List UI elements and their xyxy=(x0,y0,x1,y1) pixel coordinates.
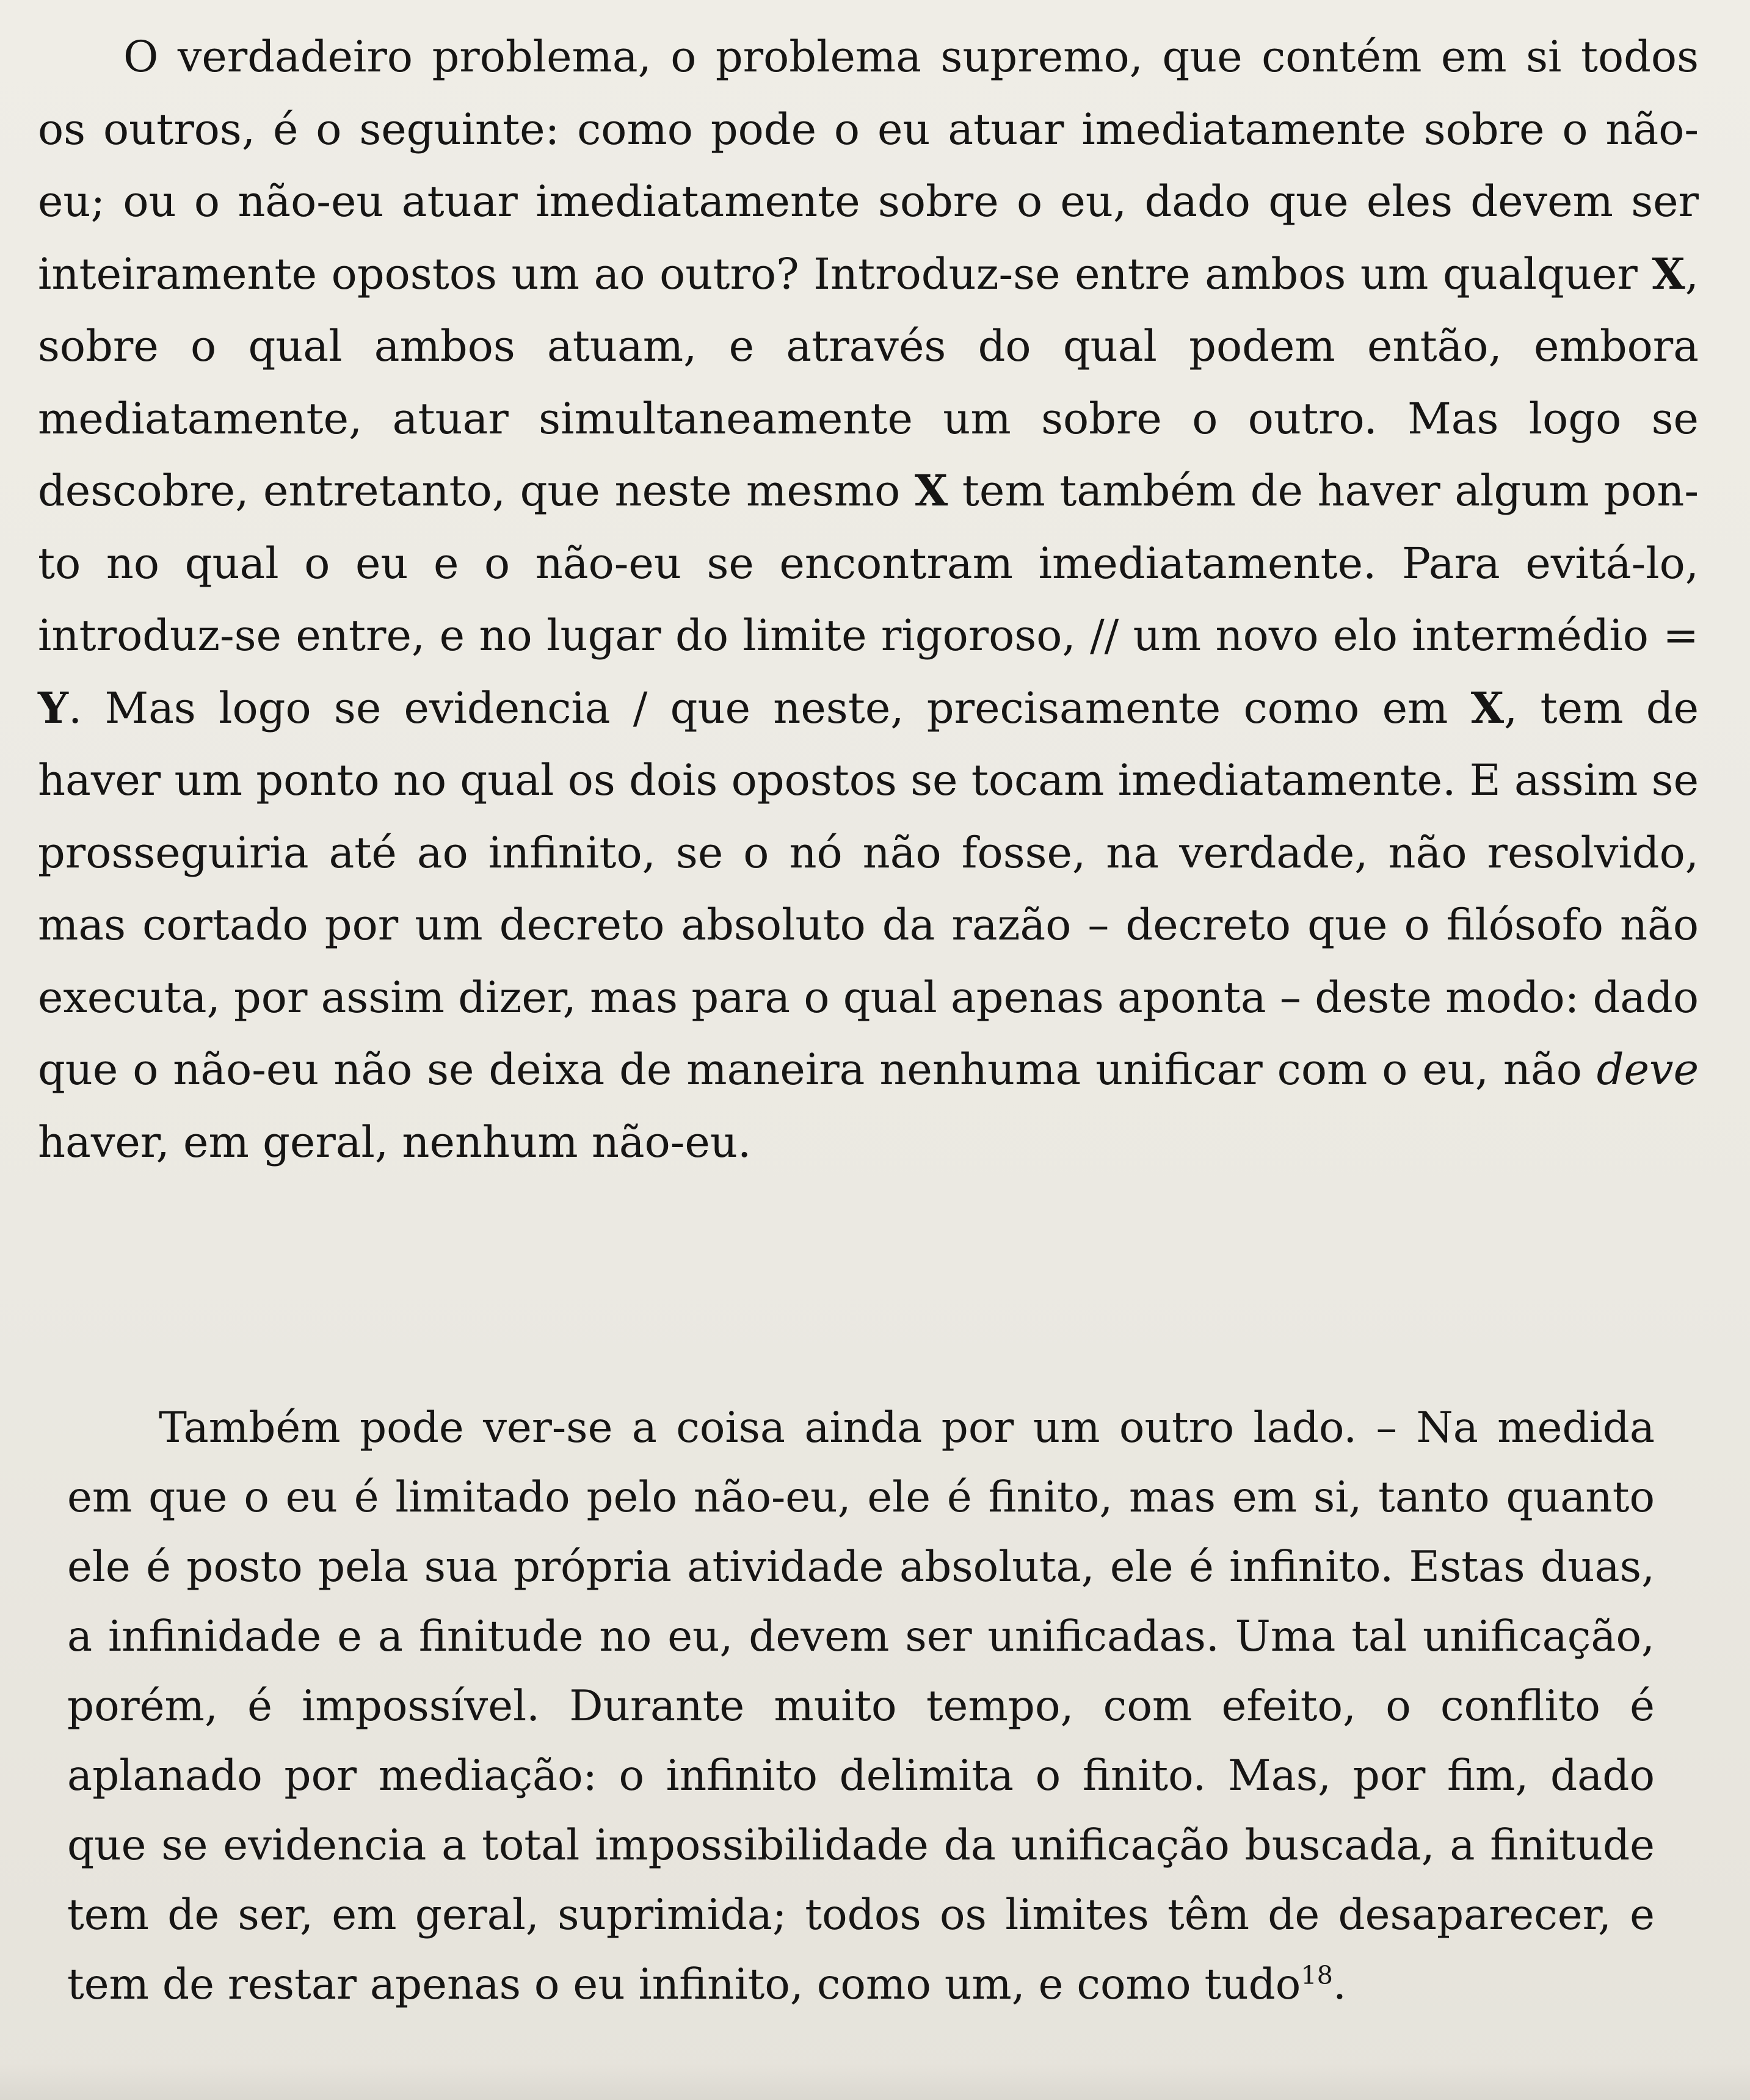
symbol-x: X xyxy=(1652,248,1685,299)
paragraph-1-text: , tem de haver um ponto no qual os dois opostos se tocam imediatamente. E assim se prosseguiria até ao infinito, se o nó não fosse, na verdade, não resolvido, mas cortado por um decreto absoluto da razão – decreto que o filósofo não executa, por assim dizer, mas para o qual apenas aponta – deste modo: dado que o não-eu não se deixa de maneira nenhuma unificar com o eu, não xyxy=(38,682,1699,1095)
paragraph-2-text: Também pode ver-se a coisa ainda por um outro lado. – Na medida em que o eu é limitado pelo não-eu, ele é finito, mas em si, tanto quanto ele é posto pela sua própria atividade absoluta, ele é infinito. Estas duas, a infinidade e a finitude no eu, devem ser unificadas. Uma tal unificação, porém, é impossível. Durante muito tempo, com efeito, o conflito é aplanado por mediação: o infinito delimita o finito. Mas, por fim, dado que se evidencia a total impossibilidade da unificação buscada, a finitude tem de ser, em geral, suprimida; todos os limites têm de desaparecer, e tem de restar apenas o eu infinito, como um, e como tudo xyxy=(67,1403,1655,2009)
emphasized-word: deve xyxy=(1596,1045,1699,1095)
symbol-y: Y xyxy=(38,682,68,733)
paragraph-1 xyxy=(38,21,1699,1178)
paragraph-1-text: O verdadeiro problema, o problema supremo, que contém em si todos os outros, é o seguinte: como pode o eu atuar imediatamente sobre o não-eu; ou o não-eu atuar imediatamente sobre o eu, dado que eles devem ser inteiramente opostos um ao outro? Introduz-se entre ambos um qualquer xyxy=(38,32,1699,299)
symbol-x: X xyxy=(914,465,948,516)
paragraph-1-text: . Mas logo se evidencia / que neste, precisamente como em xyxy=(68,682,1471,733)
paragraph-2-text: . xyxy=(1333,1960,1346,2009)
paragraph-1-text: tem também de haver algum ponto no qual o eu e o não-eu se encontram imediatamente. Para evitá-lo, introduz-se entre, e no lugar do limite rigoroso, // um novo elo intermédio = xyxy=(38,466,1699,661)
paragraph-2 xyxy=(67,1393,1655,2019)
page-bottom-shadow xyxy=(0,2063,1750,2100)
footnote-reference[interactable]: 18 xyxy=(1301,1961,1334,1990)
paragraph-1-text: haver, em geral, nenhum não-eu. xyxy=(38,1117,752,1167)
symbol-x: X xyxy=(1470,682,1505,733)
paragraph-1-text: , sobre o qual ambos atuam, e através do qual podem então, embora mediatamente, atuar simultaneamente um sobre o outro. Mas logo se descobre, entretanto, que neste mesmo xyxy=(38,248,1699,516)
